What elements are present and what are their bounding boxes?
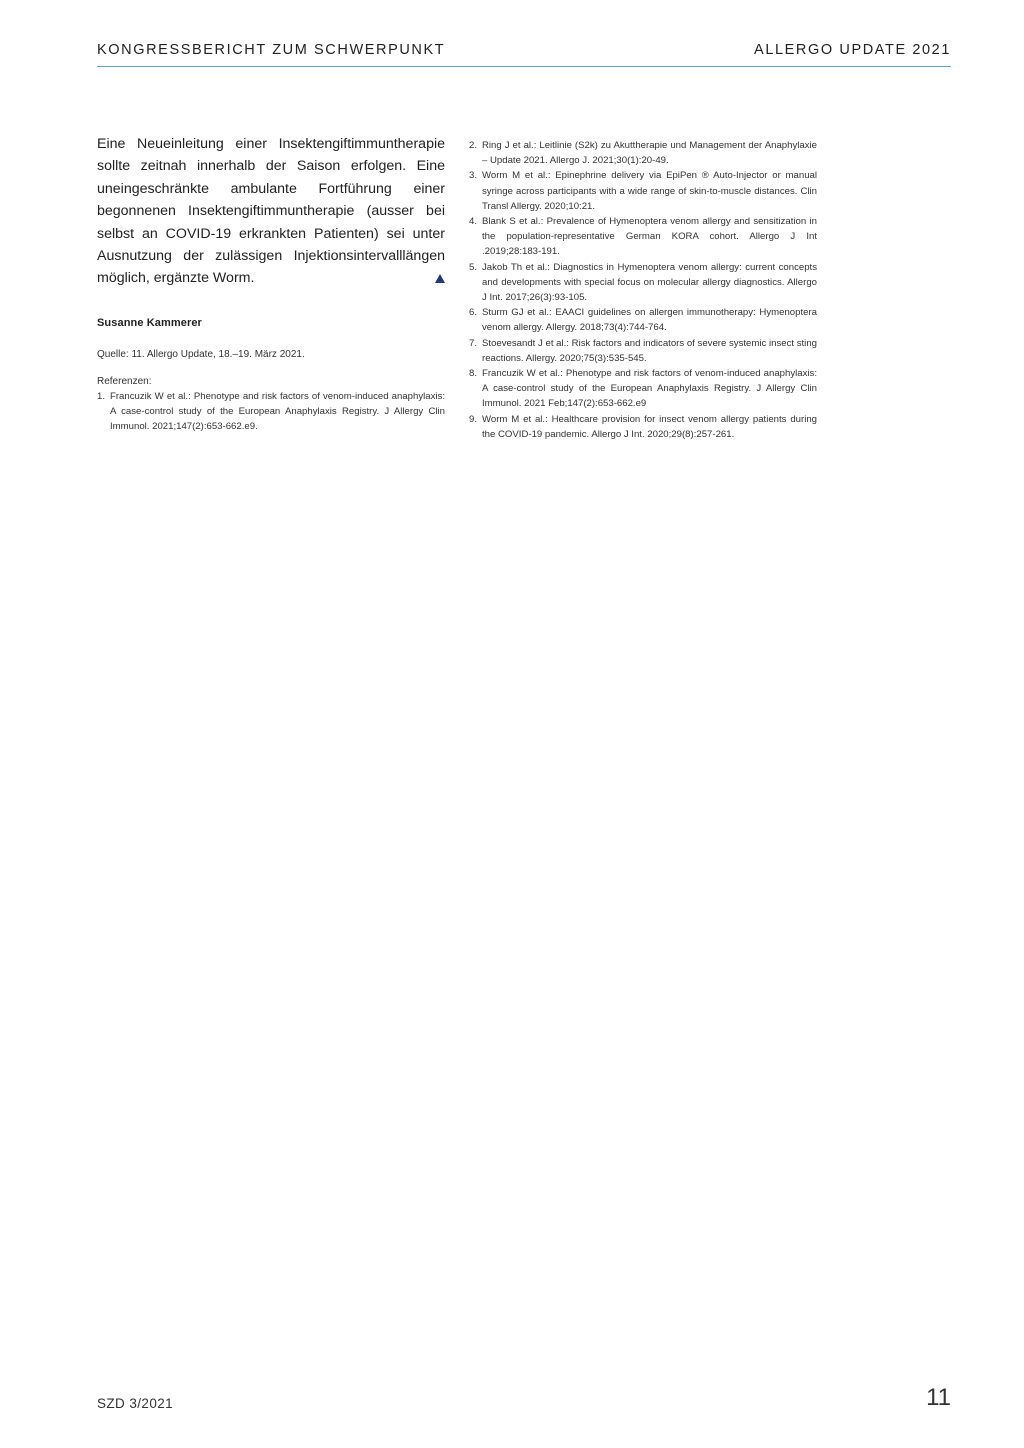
article-paragraph [97,133,445,290]
reference-item [97,389,445,435]
reference-number: 1. [97,390,106,402]
reference-text: Jakob Th et al.: Diagnostics in Hymenoptera venom allergy: current concepts and developments with special focus on molecular allergy diagnostics. Allergo J Int. 2017;26(3):93-105. [482,261,817,304]
left-column [97,133,445,434]
reference-text: Worm M et al.: Healthcare provision for insect venom allergy patients during the COVID-19 pandemic. Allergo J Int. 2020;29(8):257-261. [482,413,817,440]
triangle-up-icon [435,274,445,283]
reference-item [469,305,817,335]
page-number: 11 [926,1384,951,1411]
running-header [97,38,951,67]
reference-item [469,168,817,214]
reference-text: Francuzik W et al.: Phenotype and risk factors of venom-induced anaphylaxis: A case-control study of the European Anaphylaxis Registry. J Allergy Clin Immunol. 2021 Feb;147(2):653-662.e9 [482,368,817,410]
reference-text: Sturm GJ et al.: EAACI guidelines on allergen immunotherapy: Hymenoptera venom allergy. Allergy. 2018;73(4):744-764. [482,307,817,334]
reference-number: 4. [469,216,478,228]
reference-number: 9. [469,413,478,425]
references-heading: Referenzen: [97,375,152,387]
reference-number: 8. [469,368,478,380]
header-publication-title: ALLERGO UPDATE 2021 [754,42,951,58]
reference-number: 7. [469,337,478,349]
header-section-title: KONGRESSBERICHT ZUM SCHWERPUNKT [97,42,446,58]
reference-item [469,260,817,306]
reference-list-left [97,389,445,435]
reference-number: 6. [469,307,478,319]
footer-issue: SZD 3/2021 [97,1396,174,1411]
reference-item [469,366,817,412]
reference-item [469,138,817,168]
reference-text: Stoevesandt J et al.: Risk factors and indicators of severe systemic insect sting reactions. Allergy. 2020;75(3):535-545. [482,337,817,364]
reference-text: Francuzik W et al.: Phenotype and risk factors of venom-induced anaphylaxis: A case-control study of the European Anaphylaxis Registry. J Allergy Clin Immunol. 2021;147(2):653-662.e9. [110,390,445,433]
reference-item [469,412,817,442]
reference-list-right [469,138,817,442]
reference-text: Ring J et al.: Leitlinie (S2k) zu Akuttherapie und Management der Anaphylaxie – Update 2021. Allergo J. 2021;30(1):20-49. [482,140,817,167]
reference-text: Blank S et al.: Prevalence of Hymenoptera venom allergy and sensitization in the population-representative German KORA cohort. Allergo J Int .2019;28:183-191. [482,216,817,258]
source-line: Quelle: 11. Allergo Update, 18.–19. März 2021. [97,348,305,360]
author-name: Susanne Kammerer [97,316,202,329]
reference-number: 2. [469,140,478,151]
reference-item [469,214,817,260]
reference-number: 3. [469,170,478,182]
reference-text: Worm M et al.: Epinephrine delivery via EpiPen ® Auto-Injector or manual syringe across participants with a wide range of skin-to-muscle distances. Clin Transl Allergy. 2020;10:21. [482,170,817,212]
right-column [469,136,817,442]
article-paragraph-text: Eine Neueinleitung einer Insektengiftimmuntherapie sollte zeitnah innerhalb der Saison erfolgen. Eine uneingeschränkte ambulante Fortführung einer begonnenen Insektengiftimmuntherapie (ausser bei selbst an COVID-19 erkrankten Patienten) sei unter Ausnutzung der zulässigen Injektionsintervalllängen möglich, ergänzte Worm. [97,136,445,287]
reference-item [469,336,817,366]
reference-number: 5. [469,261,478,273]
